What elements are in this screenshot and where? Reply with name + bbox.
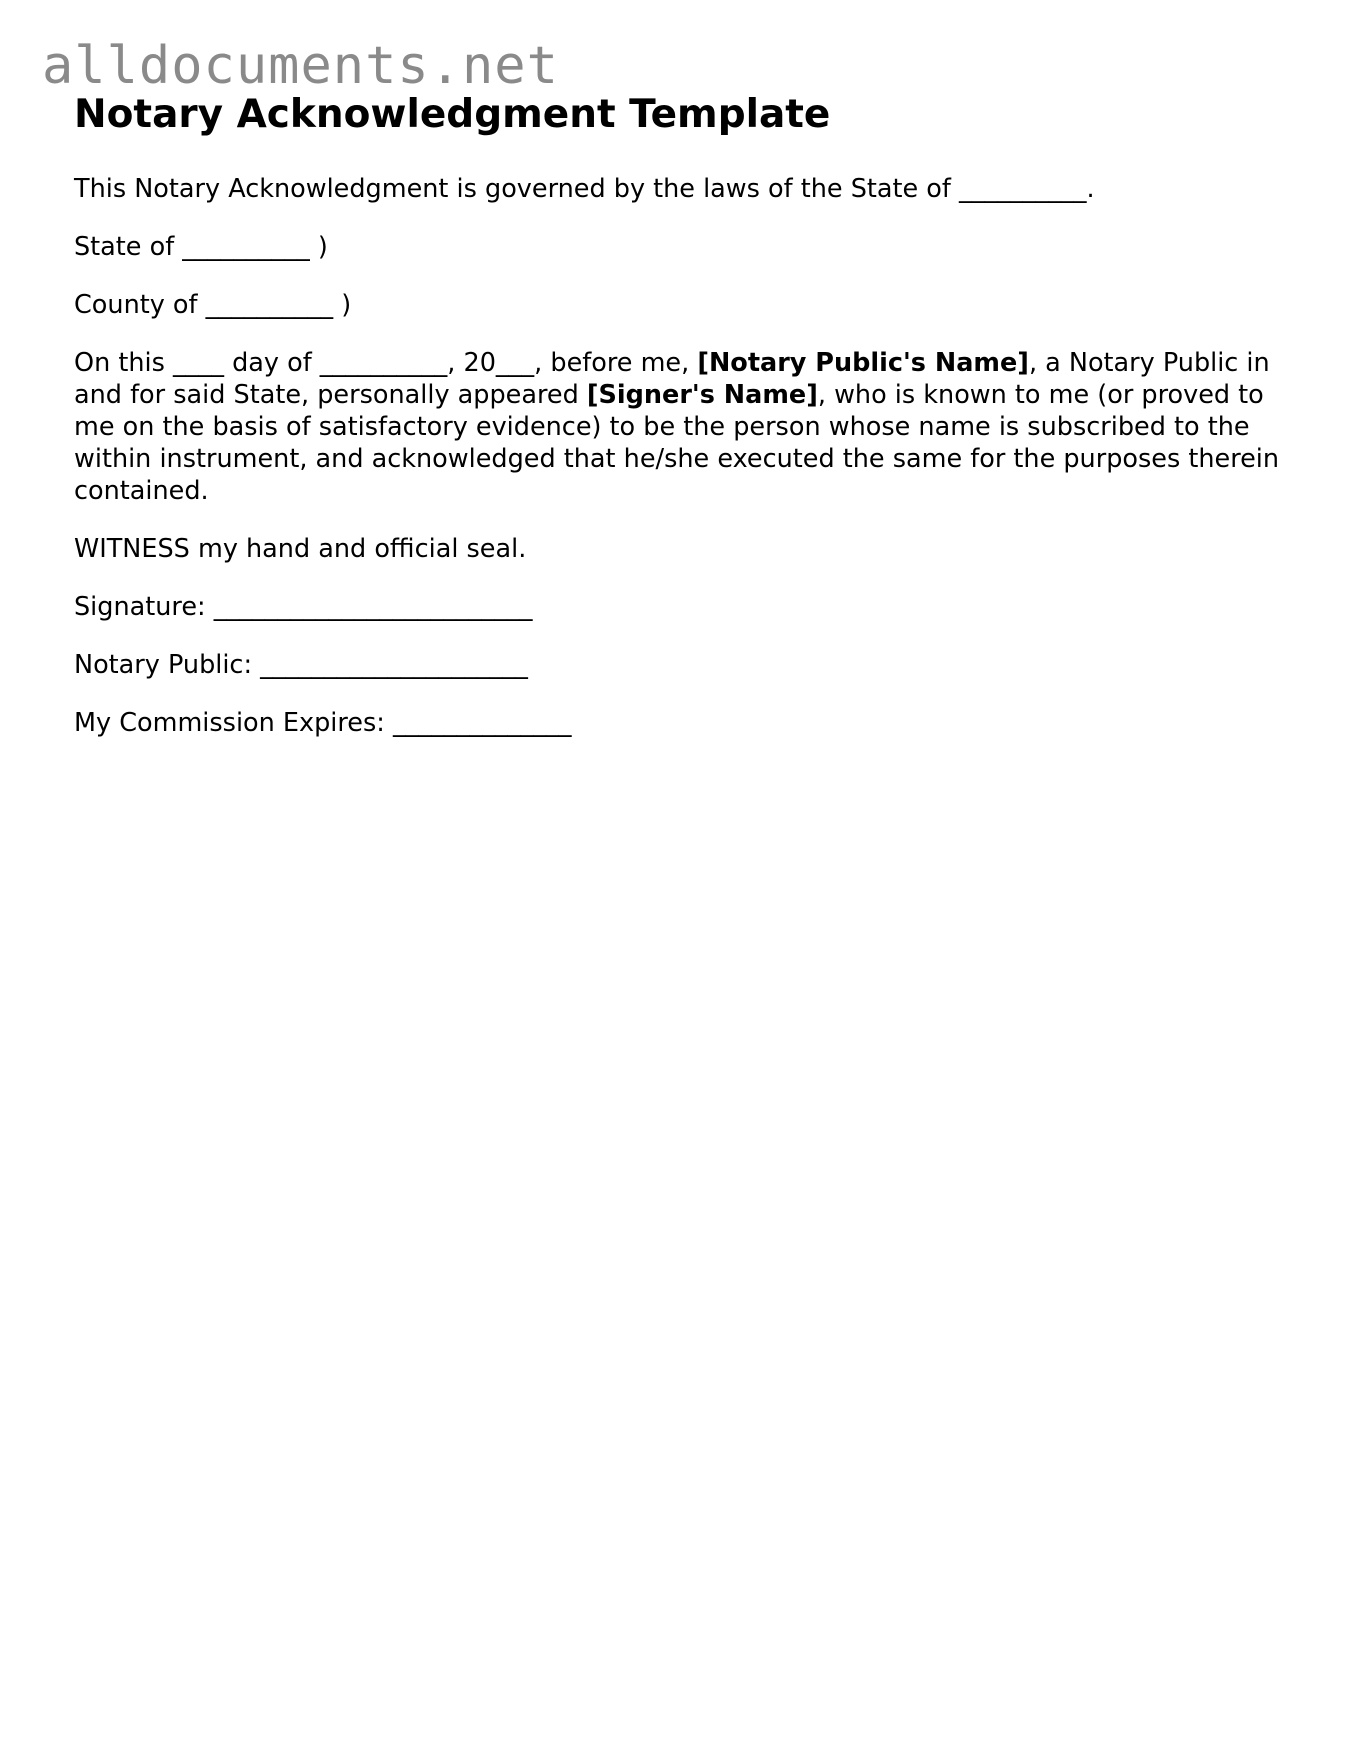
witness-line: WITNESS my hand and official seal. bbox=[74, 533, 527, 564]
document-page bbox=[74, 92, 1294, 765]
commission-expires-line: My Commission Expires: ______________ bbox=[74, 707, 572, 738]
state-line: State of __________ ) bbox=[74, 231, 328, 262]
notary-name-placeholder: [Notary Public's Name] bbox=[697, 347, 1029, 378]
acknowledgment-text-1: On this ____ day of __________, 20___, before me, bbox=[74, 347, 698, 378]
acknowledgment-text-2: , a Notary Public in and for said State, personally appeared bbox=[74, 347, 1270, 410]
signer-name-placeholder: [Signer's Name] bbox=[586, 379, 818, 410]
notary-public-line: Notary Public: _____________________ bbox=[74, 649, 528, 680]
county-line: County of __________ ) bbox=[74, 289, 352, 320]
governing-law-statement: This Notary Acknowledgment is governed by the laws of the State of __________. bbox=[74, 173, 1095, 204]
signature-line: Signature: _________________________ bbox=[74, 591, 533, 622]
acknowledgment-paragraph bbox=[74, 347, 1294, 507]
watermark: alldocuments.net bbox=[42, 36, 559, 96]
acknowledgment-text-3: , who is known to me (or proved to me on the basis of satisfactory evidence) to be the person whose name is subscribed to the within instrument, and acknowledged that he/she executed the same for the purposes therein contained. bbox=[74, 379, 1280, 506]
page-title: Notary Acknowledgment Template bbox=[74, 92, 831, 137]
